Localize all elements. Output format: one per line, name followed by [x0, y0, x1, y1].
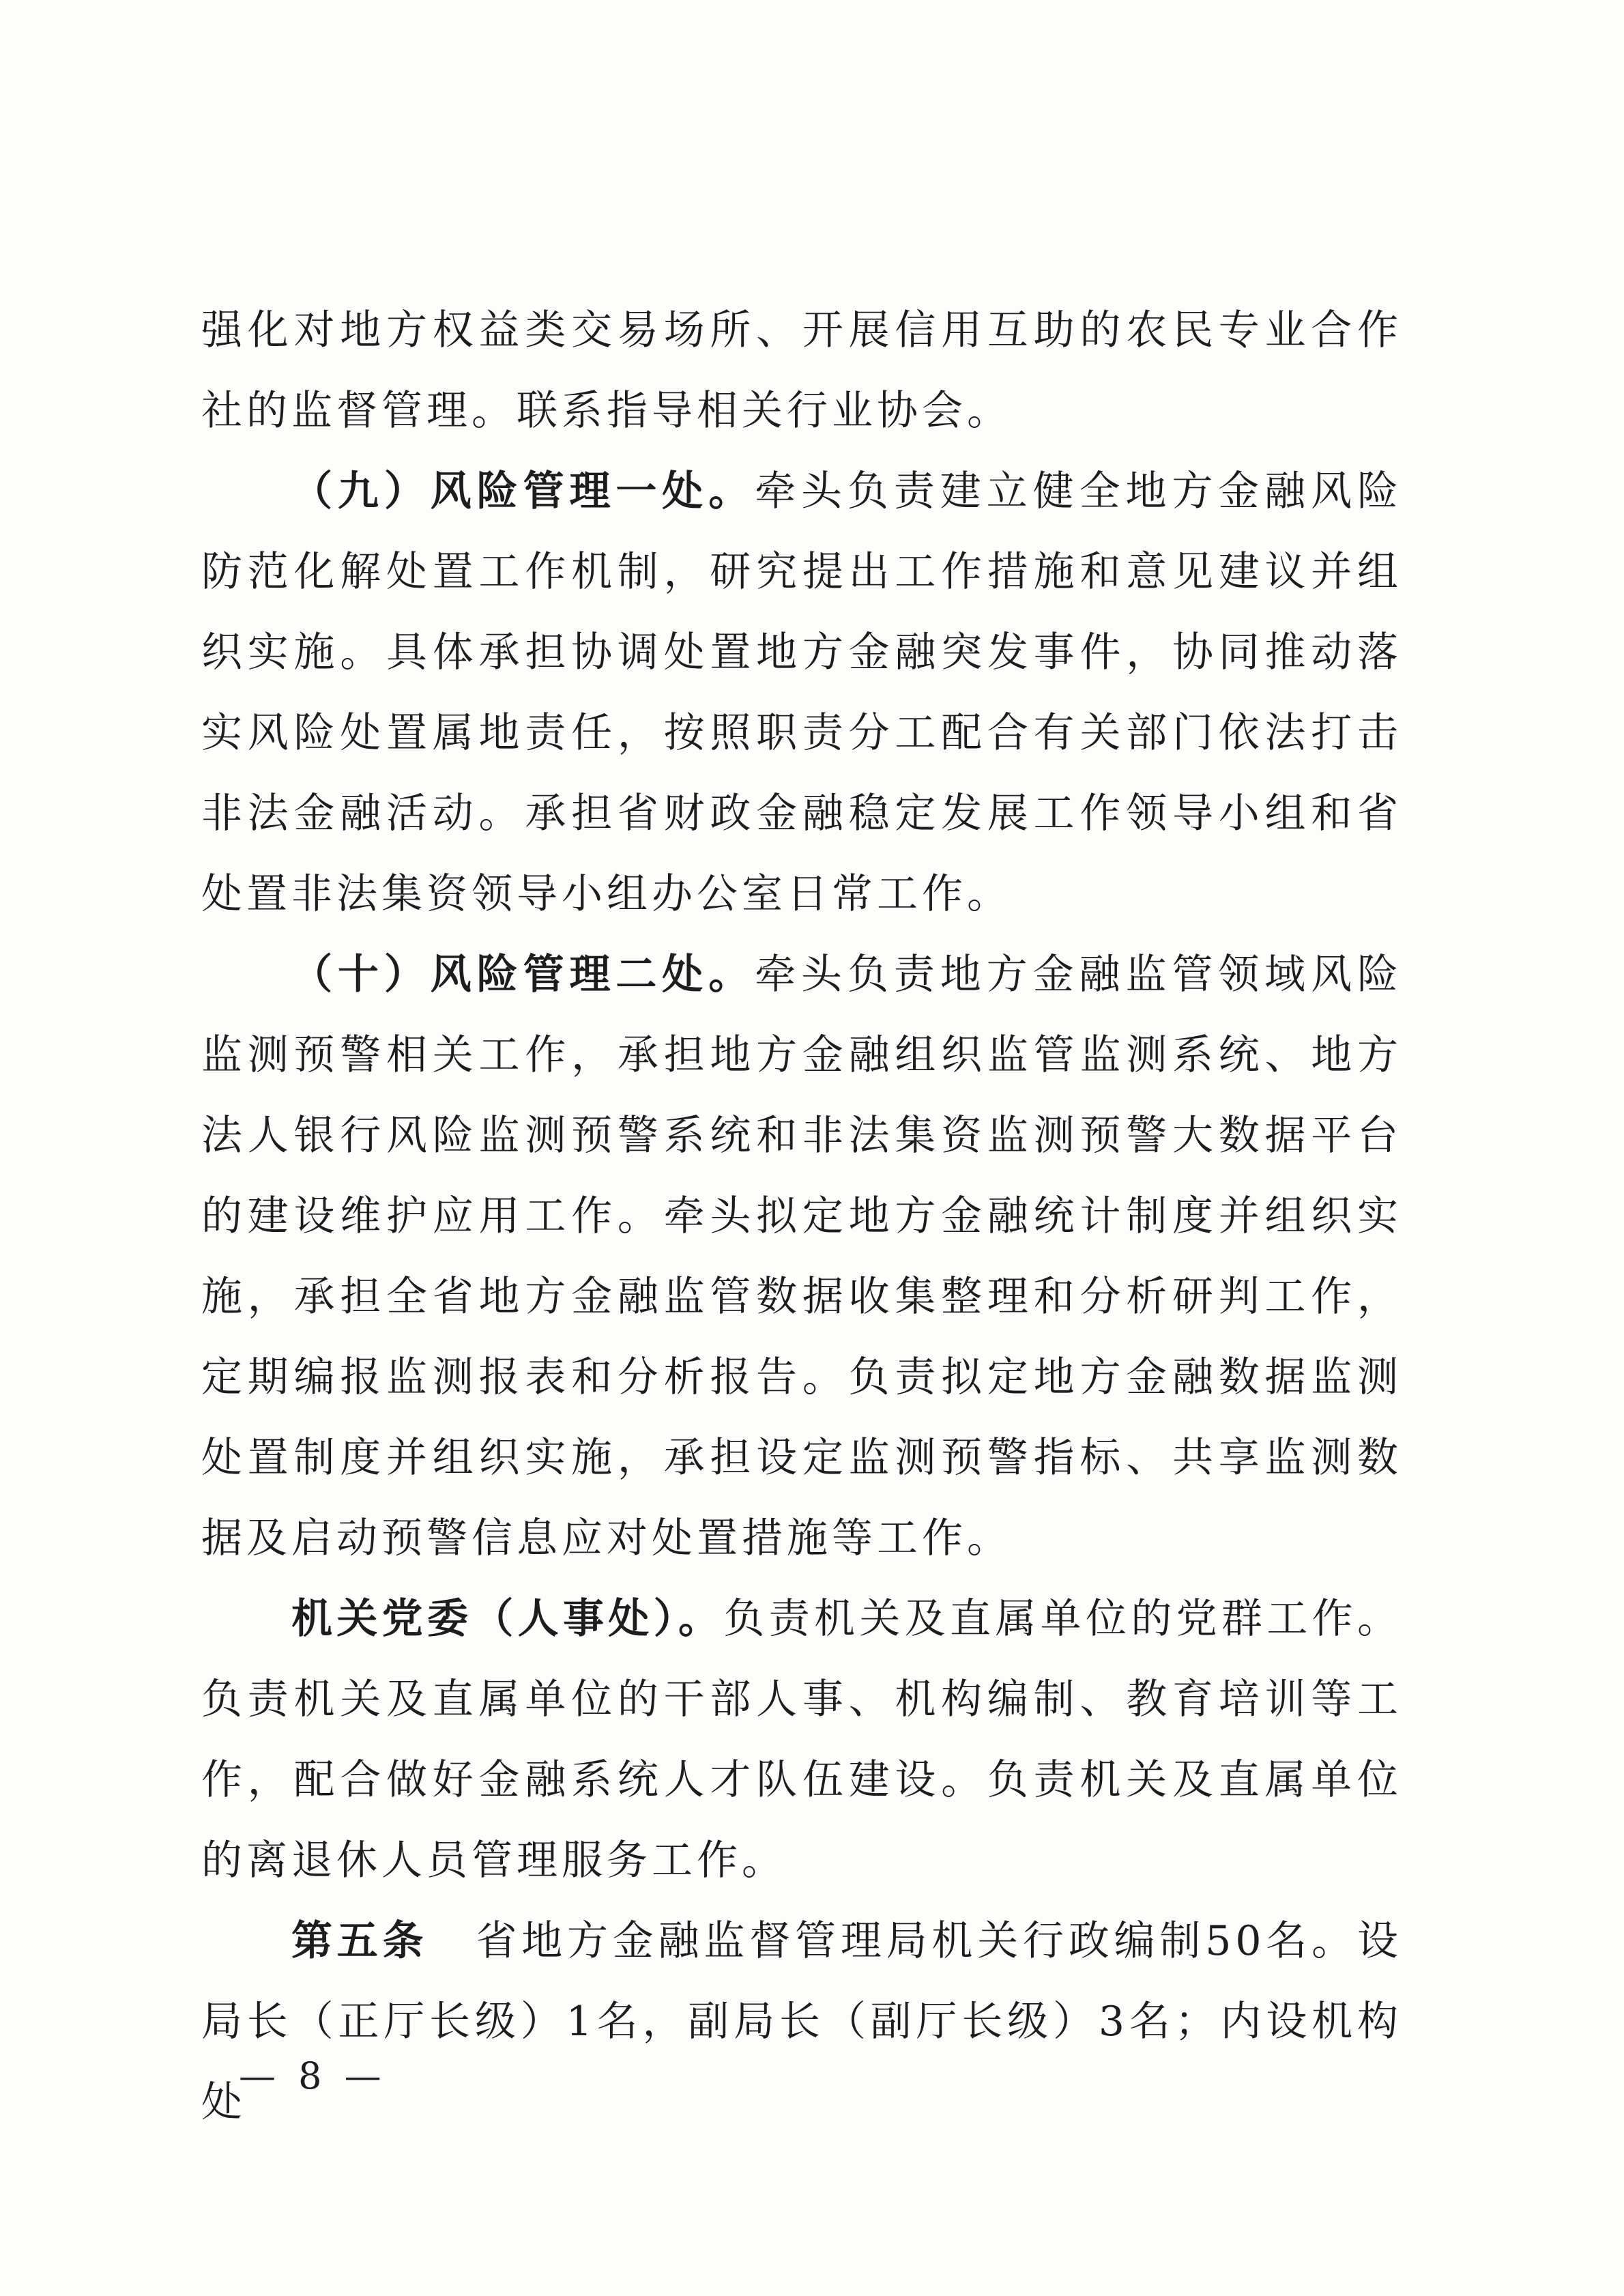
paragraph-text: 牵头负责建立健全地方金融风险防范化解处置工作机制，研究提出工作措施和意见建议并组织实施。具体承担协调处置地方金融突发事件，协同推动落实风险处置属地责任，按照职责分工配合有关部门依法打击非法金融活动。承担省财政金融稳定发展工作领导小组和省处置非法集资领导小组办公室日常工作。 — [201, 468, 1403, 918]
paragraph-party-committee — [201, 1579, 1402, 1901]
paragraph-text: 负责机关及直属单位的党群工作。负责机关及直属单位的干部人事、机构编制、教育培训等工作，配合做好金融系统人才队伍建设。负责机关及直属单位的离退休人员管理服务工作。 — [201, 1595, 1403, 1884]
document-body — [201, 290, 1402, 2142]
paragraph-text: 强化对地方权益类交易场所、开展信用互助的农民专业合作社的监督管理。联系指导相关行业协会。 — [201, 306, 1402, 435]
paragraph-text: 牵头负责地方金融监管领域风险监测预警相关工作，承担地方金融组织监管监测系统、地方法人银行风险监测预警系统和非法集资监测预警大数据平台的建设维护应用工作。牵头拟定地方金融统计制度并组织实施，承担全省地方金融监管数据收集整理和分析研判工作，定期编报监测报表和分析报告。负责拟定地方金融数据监测处置制度并组织实施，承担设定监测预警指标、共享监测数据及启动预警信息应对处置措施等工作。 — [201, 951, 1403, 1562]
paragraph-article-5 — [201, 1901, 1402, 2142]
section-heading: （九）风险管理一处。 — [291, 468, 755, 515]
section-heading: 机关党委（人事处）。 — [291, 1595, 724, 1643]
paragraph-risk-management-2 — [201, 934, 1402, 1579]
article-heading: 第五条 — [291, 1917, 429, 1965]
paragraph-text: 省地方金融监督管理局机关行政编制50名。设局长（正厅长级）1名，副局长（副厅长级）3名；内设机构处 — [201, 1917, 1402, 2126]
page-number: — 8 — — [239, 2054, 387, 2097]
paragraph-continuation — [201, 290, 1402, 451]
paragraph-risk-management-1 — [201, 451, 1402, 934]
section-heading: （十）风险管理二处。 — [291, 951, 755, 999]
